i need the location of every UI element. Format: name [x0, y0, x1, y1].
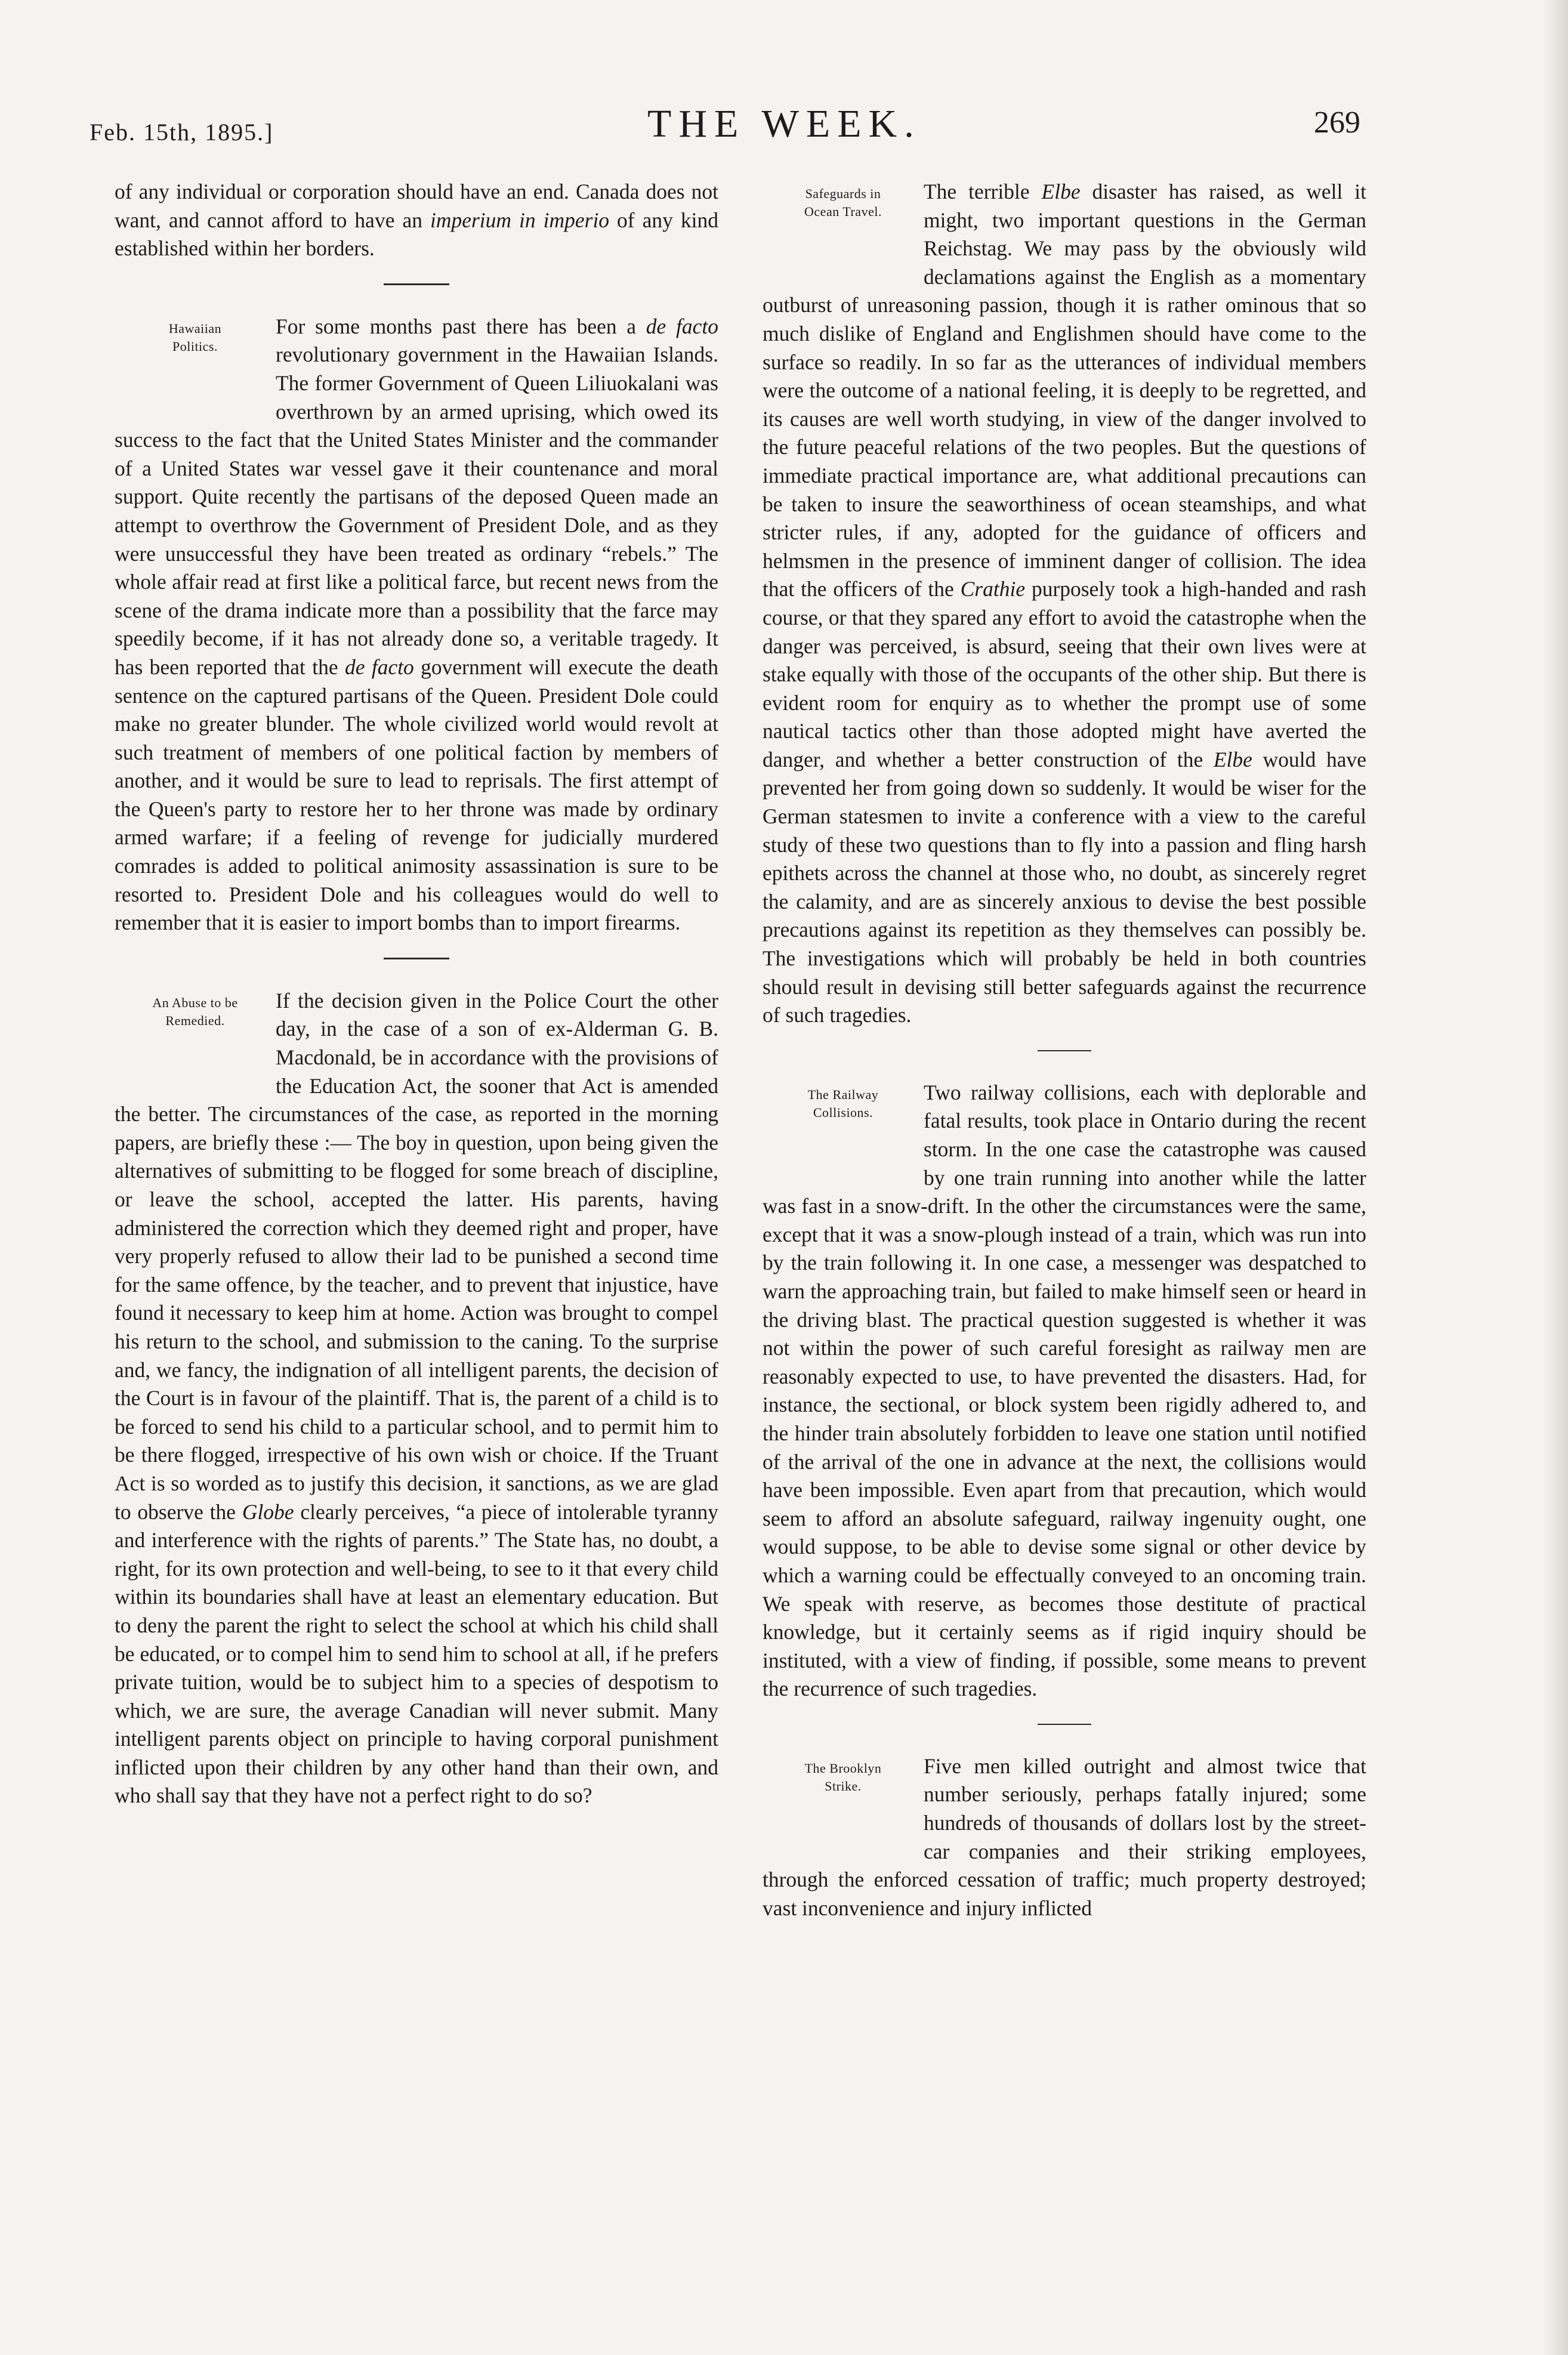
side-heading: Safeguards in Ocean Travel.	[804, 186, 882, 219]
side-heading: The Brooklyn Strike.	[804, 1760, 882, 1794]
article-safeguards-in-ocean-travel	[763, 178, 1366, 1030]
article-body: For some months past there has been a de facto revolutionary government in the Hawaiian Islands. The former Government of Queen Liliuokalani was overthrown by an armed uprising, which owed its success to the fact that the United States Minister and the commander of a United States war vessel gave it their countenance and moral support. Quite recently the partisans of the deposed Queen made an attempt to overthrow the Government of President Dole, and as they were unsuccessful they have been treated as ordinary “rebels.” The whole affair read at first like a political farce, but recent news from the scene of the drama indicate more than a possibility that the farce may speedily become, if it has not already done so, a veritable tragedy. It has been reported that the de facto government will execute the death sentence on the captured partisans of the Queen. President Dole could make no greater blunder. The whole civilized world would revolt at such treatment of members of one political faction by members of another, and it would be sure to lead to reprisals. The first attempt of the Queen's party to restore her to her throne was made by ordinary armed warfare; if a feeling of revenge for judicially murdered comrades is added to political animosity assassination is sure to be resorted to. President Dole and his colleagues would do well to remember that it is easier to import bombs than to import firearms.	[115, 314, 718, 935]
article-body: Two railway collisions, each with deplorable and fatal results, took place in Ontario during the recent storm. In the one case the catastrophe was caused by one train running into another while the latter was fast in a snow-drift. In the other the circumstances were the same, except that it was a snow-plough instead of a train, which was run into by the train following it. In one case, a messenger was despatched to warn the approaching train, but failed to make himself seen or heard in the driving blast. The practical question suggested is whether it was not within the power of such careful foresight as railway men are reasonably expected to use, to have prevented the disasters. Had, for instance, the sectional, or block system been rigidly adhered to, and the hinder train absolutely forbidden to leave one station until notified of the arrival of the one in advance at the next, the collisions would have been impossible. Even apart from that precaution, which would seem to afford an absolute safeguard, railway ingenuity ought, one would suppose, to be able to devise some signal or other device by which a warning could be effectually conveyed to an oncoming train. We speak with reserve, as becomes those destitute of practical knowledge, but it certainly seems as if rigid inquiry should be instituted, with a view of finding, if possible, some means to prevent the recurrence of such tragedies.	[763, 1080, 1366, 1701]
article-body: The terrible Elbe disaster has raised, as well it might, two important questions in the German Reichstag. We may pass by the obviously wild declamations against the English as a momentary outburst of unreasoning passion, though it is rather ominous that so much dislike of England and Englishmen should have come to the surface so readily. In so far as the utterances of individual members were the outcome of a national feeling, it is deeply to be regretted, and its causes are well worth studying, in view of the danger involved to the future peaceful relations of the two peoples. But the questions of immediate practical importance are, what additional precautions can be taken to insure the seaworthiness of ocean steamships, and what stricter rules, if any, adopted for the guidance of officers and helmsmen in the presence of imminent danger of collision. The idea that the officers of the Crathie purposely took a high-handed and rash course, or that they spared any effort to avoid the catastrophe when the danger was perceived, is absurd, seeing that their own lives were at stake equally with those of the occupants of the other ship. But there is evident room for enquiry as to whether the prompt use of some nautical tactics other than those adopted might have averted the danger, and whether a better construction of the Elbe would have prevented her from going down so suddenly. It would be wiser for the German statesmen to invite a conference with a view to the careful study of these two questions than to fly into a passion and fling harsh epithets across the channel at those who, no doubt, as sincerely regret the calamity, and are as sincerely anxious to devise the best possible precautions against its repetition as they themselves can possibly be. The investigations which will probably be held in both countries should result in devising still better safeguards against the recurrence of such tragedies.	[763, 180, 1366, 1027]
page-number: 269	[1314, 106, 1360, 140]
article-body: Five men killed outright and almost twice that number seriously, perhaps fatally injured; some hundreds of thousands of dollars lost by the street-car companies and their striking employees, through the enforced cessation of traffic; much property destroyed; vast inconvenience and injury inflicted	[763, 1754, 1366, 1920]
left-column	[115, 178, 718, 1810]
issue-date: Feb. 15th, 1895.]	[89, 119, 274, 146]
page-edge-shadow	[1544, 0, 1568, 2355]
article-body: If the decision given in the Police Court the other day, in the case of a son of ex-Alderman G. B. Macdonald, be in accordance with the provisions of the Education Act, the sooner that Act is amended the better. The circumstances of the case, as reported in the morning papers, are briefly these :— The boy in question, upon being given the alternatives of submitting to be flogged for some breach of discipline, or leave the school, accepted the latter. His parents, having administered the correction which they deemed right and proper, have very properly refused to allow their lad to be punished a second time for the same offence, by the teacher, and to prevent that injustice, have found it necessary to keep him at home. Action was brought to compel his return to the school, and submission to the caning. To the surprise and, we fancy, the indignation of all intelligent parents, the decision of the Court is in favour of the plaintiff. That is, the parent of a child is to be forced to send his child to a particular school, and to permit him to be there flogged, irrespective of his own wish or choice. If the Truant Act is so worded as to justify this decision, it sanctions, as we are glad to observe the Globe clearly perceives, “a piece of intolerable tyranny and interference with the rights of parents.” The State has, no doubt, a right, for its own protection and well-being, to see to it that every child within its boundaries shall have at least an elementary education. But to deny the parent the right to select the school at which his child shall be educated, or to compel him to send him to school at all, if he prefers private tuition, would be to subject him to a species of despotism to which, we are sure, the average Canadian will never submit. Many intelligent parents object on principle to having corporal punishment inflicted upon their children by any other hand than their own, and who shall say that they have not a perfect right to do so?	[115, 988, 719, 1808]
section-divider	[384, 283, 449, 285]
continuation-paragraph: of any individual or corporation should have an end. Canada does not want, and cannot afford to have an imperium in imperio of any kind established within her borders.	[115, 180, 718, 261]
right-column	[763, 178, 1366, 1922]
section-divider	[1038, 1724, 1091, 1725]
side-heading: Hawaiian Politics.	[168, 320, 222, 354]
masthead	[89, 101, 1360, 155]
article-the-railway-collisions	[763, 1079, 1366, 1703]
side-heading: The Railway Collisions.	[807, 1087, 879, 1120]
article-an-abuse-to-be-remedied	[115, 987, 718, 1810]
publication-title: THE WEEK.	[647, 102, 921, 146]
section-divider	[1038, 1050, 1091, 1051]
side-heading: An Abuse to be Remedied.	[152, 995, 238, 1028]
article-the-brooklyn-strike	[763, 1752, 1366, 1923]
article-hawaiian-politics	[115, 313, 718, 937]
section-divider	[384, 958, 449, 959]
